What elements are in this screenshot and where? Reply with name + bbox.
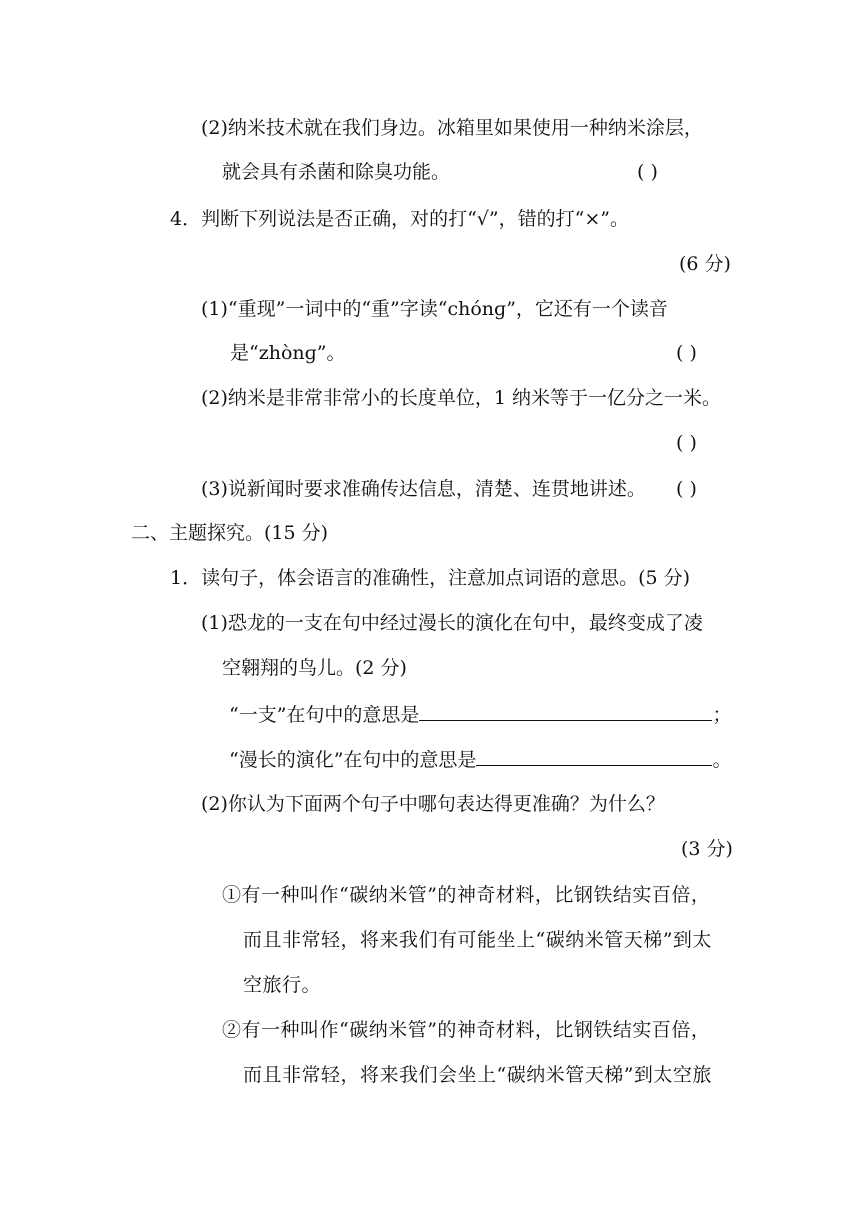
q4-1-line2: 是“zhònɡ”。 [230, 342, 346, 364]
fill1-label: “一支”在句中的意思是 [229, 704, 420, 726]
fill-row-2 [229, 747, 731, 772]
answer-paren-q4-2[interactable]: ( ) [676, 432, 697, 454]
fill2-blank[interactable] [476, 747, 712, 766]
option1-line2: 而且非常轻，将来我们有可能坐上“碳纳米管天梯”到太 [243, 929, 712, 951]
fill2-end: 。 [712, 749, 732, 771]
q4-1-line1: (1)“重现”一词中的“重”字读“chónɡ”，它还有一个读音 [201, 298, 668, 320]
fill1-end: ； [712, 704, 732, 726]
fill2-label: “漫长的演化”在句中的意思是 [229, 749, 477, 771]
s2-q1-title: 1．读句子，体会语言的准确性，注意加点词语的意思。(5 分) [170, 567, 691, 589]
q3-2-line2: 就会具有杀菌和除臭功能。 [222, 161, 451, 183]
q4-2-line1: (2)纳米是非常非常小的长度单位，1 纳米等于一亿分之一米。 [201, 387, 722, 409]
q4-3-line1: (3)说新闻时要求准确传达信息，清楚、连贯地讲述。 [201, 478, 646, 500]
answer-paren-q3-2[interactable]: ( ) [637, 161, 658, 183]
fill1-blank[interactable] [419, 702, 712, 721]
fill-row-1 [229, 702, 731, 727]
s2-q1-2-score: (3 分) [681, 838, 733, 860]
q4-score: (6 分) [679, 253, 731, 275]
q4-title: 4．判断下列说法是否正确，对的打“√”，错的打“×”。 [170, 208, 629, 230]
q3-2-line1: (2)纳米技术就在我们身边。冰箱里如果使用一种纳米涂层， [201, 117, 703, 139]
option2-line1: ②有一种叫作“碳纳米管”的神奇材料，比钢铁结实百倍， [222, 1019, 711, 1041]
section2-title: 二、主题探究。(15 分) [131, 522, 329, 544]
s2-q1-2-line1: (2)你认为下面两个句子中哪句表达得更准确？为什么？ [201, 793, 665, 815]
option1-line1: ①有一种叫作“碳纳米管”的神奇材料，比钢铁结实百倍， [222, 884, 711, 906]
answer-paren-q4-1[interactable]: ( ) [676, 342, 697, 364]
s2-q1-1-line1: (1)恐龙的一支在句中经过漫长的演化在句中，最终变成了凌 [201, 612, 703, 634]
answer-paren-q4-3[interactable]: ( ) [676, 478, 697, 500]
option2-line2: 而且非常轻，将来我们会坐上“碳纳米管天梯”到太空旅 [243, 1064, 712, 1086]
option1-line3: 空旅行。 [243, 974, 322, 996]
s2-q1-1-line2: 空翱翔的鸟儿。(2 分) [222, 657, 407, 679]
